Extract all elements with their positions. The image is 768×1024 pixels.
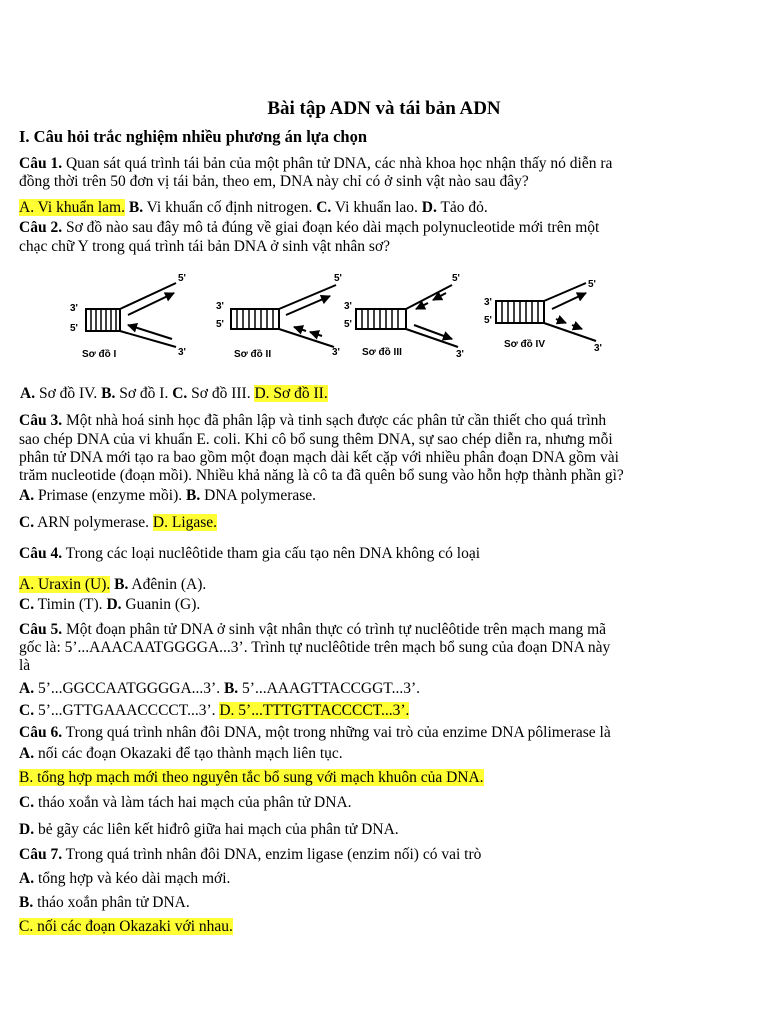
question-label: Câu 7. bbox=[19, 846, 63, 863]
correct-answer: A. Vi khuẩn lam. bbox=[19, 199, 125, 216]
svg-text:3': 3' bbox=[332, 347, 340, 358]
svg-text:3': 3' bbox=[484, 297, 492, 308]
question-7-option-b: B. tháo xoắn phân tử DNA. bbox=[19, 894, 190, 911]
svg-text:5': 5' bbox=[452, 273, 460, 284]
svg-text:5': 5' bbox=[588, 279, 596, 290]
question-label: Câu 5. bbox=[19, 621, 63, 638]
diagram-4 bbox=[484, 279, 602, 354]
question-label: Câu 1. bbox=[19, 155, 63, 172]
question-6-option-a: A. nối các đoạn Okazaki để tạo thành mạch liên tục. bbox=[19, 745, 343, 762]
correct-answer: D. Sơ đồ II. bbox=[254, 385, 328, 402]
diagram-2 bbox=[216, 273, 342, 360]
question-7-option-c bbox=[19, 918, 233, 936]
diagram-1 bbox=[70, 273, 186, 360]
question-label: Câu 2. bbox=[19, 219, 63, 236]
question-2-line-2: chạc chữ Y trong quá trình tái bản DNA ở sinh vật nhân sơ? bbox=[19, 238, 391, 255]
svg-text:5': 5' bbox=[484, 315, 492, 326]
question-1-line-1: Câu 1. Quan sát quá trình tái bản của một phân tử DNA, các nhà khoa học nhận thấy nó diễn ra bbox=[19, 155, 613, 172]
diagram-label: Sơ đồ IV bbox=[504, 339, 546, 350]
question-3-line-4: trăm nucleotide (đoạn mồi). Nhiều khả năng là cô ta đã quên bổ sung vào hỗn hợp thành phần gì? bbox=[19, 467, 624, 484]
question-2-line-1: Câu 2. Sơ đồ nào sau đây mô tả đúng về giai đoạn kéo dài mạch polynucleotide mới trên một bbox=[19, 219, 600, 236]
question-4-options-1: A. Uraxin (U). B. Ađênin (A). bbox=[19, 576, 207, 593]
correct-answer: A. Uraxin (U). bbox=[19, 576, 111, 593]
question-3-options-1: A. Primase (enzyme mồi). B. DNA polymerase. bbox=[19, 487, 317, 504]
svg-text:3': 3' bbox=[344, 301, 352, 312]
question-label: Câu 4. bbox=[19, 545, 63, 562]
question-1-options: A. Vi khuẩn lam. B. Vi khuẩn cố định nitrogen. C. Vi khuẩn lao. D. Tảo đỏ. bbox=[19, 199, 488, 216]
correct-answer: D. 5’...TTTGTTACCCCT...3’. bbox=[219, 702, 410, 719]
question-6-line-1: Câu 6. Trong quá trình nhân đôi DNA, một trong những vai trò của enzime DNA pôlimerase là bbox=[19, 724, 611, 741]
question-label: Câu 6. bbox=[19, 724, 63, 741]
question-5-line-2: gốc là: 5’...AAACAATGGGGA...3’. Trình tự nuclêôtide trên mạch bổ sung của đoạn DNA này bbox=[19, 639, 611, 656]
question-1-line-2: đồng thời trên 50 đơn vị tái bản, theo em, DNA này chỉ có ở sinh vật nào sau đây? bbox=[19, 173, 529, 190]
correct-answer: C. nối các đoạn Okazaki với nhau. bbox=[19, 918, 233, 935]
question-6-option-d: D. bẻ gãy các liên kết hiđrô giữa hai mạch của phân tử DNA. bbox=[19, 821, 399, 838]
section-heading: I. Câu hỏi trắc nghiệm nhiều phương án lựa chọn bbox=[19, 127, 368, 146]
question-7-option-a: A. tổng hợp và kéo dài mạch mới. bbox=[19, 870, 231, 887]
svg-text:5': 5' bbox=[178, 273, 186, 284]
question-6-option-c: C. tháo xoắn và làm tách hai mạch của phân tử DNA. bbox=[19, 794, 352, 811]
diagram-label: Sơ đồ I bbox=[82, 349, 117, 360]
svg-text:3': 3' bbox=[216, 301, 224, 312]
svg-text:5': 5' bbox=[70, 323, 78, 334]
question-4-line-1: Câu 4. Trong các loại nuclêôtide tham gia cấu tạo nên DNA không có loại bbox=[19, 545, 481, 562]
question-5-options-1: A. 5’...GGCCAATGGGGA...3’. B. 5’...AAAGTTACCGGT...3’. bbox=[19, 680, 421, 697]
replication-fork-diagrams bbox=[0, 265, 768, 375]
question-3-line-1: Câu 3. Một nhà hoá sinh học đã phân lập và tinh sạch được các phân tử cần thiết cho quá trình bbox=[19, 412, 607, 429]
question-3-line-3: phân tử DNA mới tạo ra bao gồm một đoạn mạch dài kết cặp với nhiều phân đoạn DNA gồm vài bbox=[19, 449, 619, 466]
question-4-options-2: C. Timin (T). D. Guanin (G). bbox=[19, 596, 201, 613]
question-5-line-3: là bbox=[19, 657, 31, 674]
svg-text:3': 3' bbox=[594, 343, 602, 354]
svg-text:3': 3' bbox=[456, 349, 464, 360]
page-title: Bài tập ADN và tái bản ADN bbox=[267, 98, 501, 119]
question-label: Câu 3. bbox=[19, 412, 63, 429]
question-5-line-1: Câu 5. Một đoạn phân tử DNA ở sinh vật nhân thực có trình tự nuclêôtide trên mạch mang mã bbox=[19, 621, 607, 638]
diagram-label: Sơ đồ III bbox=[362, 347, 402, 358]
question-6-option-b bbox=[19, 769, 484, 787]
question-7-line-1: Câu 7. Trong quá trình nhân đôi DNA, enzim ligase (enzim nối) có vai trò bbox=[19, 846, 482, 863]
svg-text:5': 5' bbox=[334, 273, 342, 284]
diagram-label: Sơ đồ II bbox=[234, 349, 272, 360]
question-3-options-2: C. ARN polymerase. D. Ligase. bbox=[19, 514, 218, 531]
svg-text:3': 3' bbox=[178, 347, 186, 358]
diagram-3 bbox=[344, 273, 464, 360]
svg-text:5': 5' bbox=[344, 319, 352, 330]
question-3-line-2: sao chép DNA của vi khuẩn E. coli. Khi cô bổ sung thêm DNA, sự sao chép diễn ra, nhưng mỗi bbox=[19, 431, 613, 448]
question-2-options: A. Sơ đồ IV. B. Sơ đồ I. C. Sơ đồ III. D. Sơ đồ II. bbox=[20, 385, 328, 402]
question-5-options-2: C. 5’...GTTGAAACCCCT...3’. D. 5’...TTTGTTACCCCT...3’. bbox=[19, 702, 410, 719]
svg-text:3': 3' bbox=[70, 303, 78, 314]
svg-text:5': 5' bbox=[216, 319, 224, 330]
correct-answer: D. Ligase. bbox=[152, 514, 218, 531]
correct-answer: B. tổng hợp mạch mới theo nguyên tắc bổ sung với mạch khuôn của DNA. bbox=[19, 769, 484, 786]
